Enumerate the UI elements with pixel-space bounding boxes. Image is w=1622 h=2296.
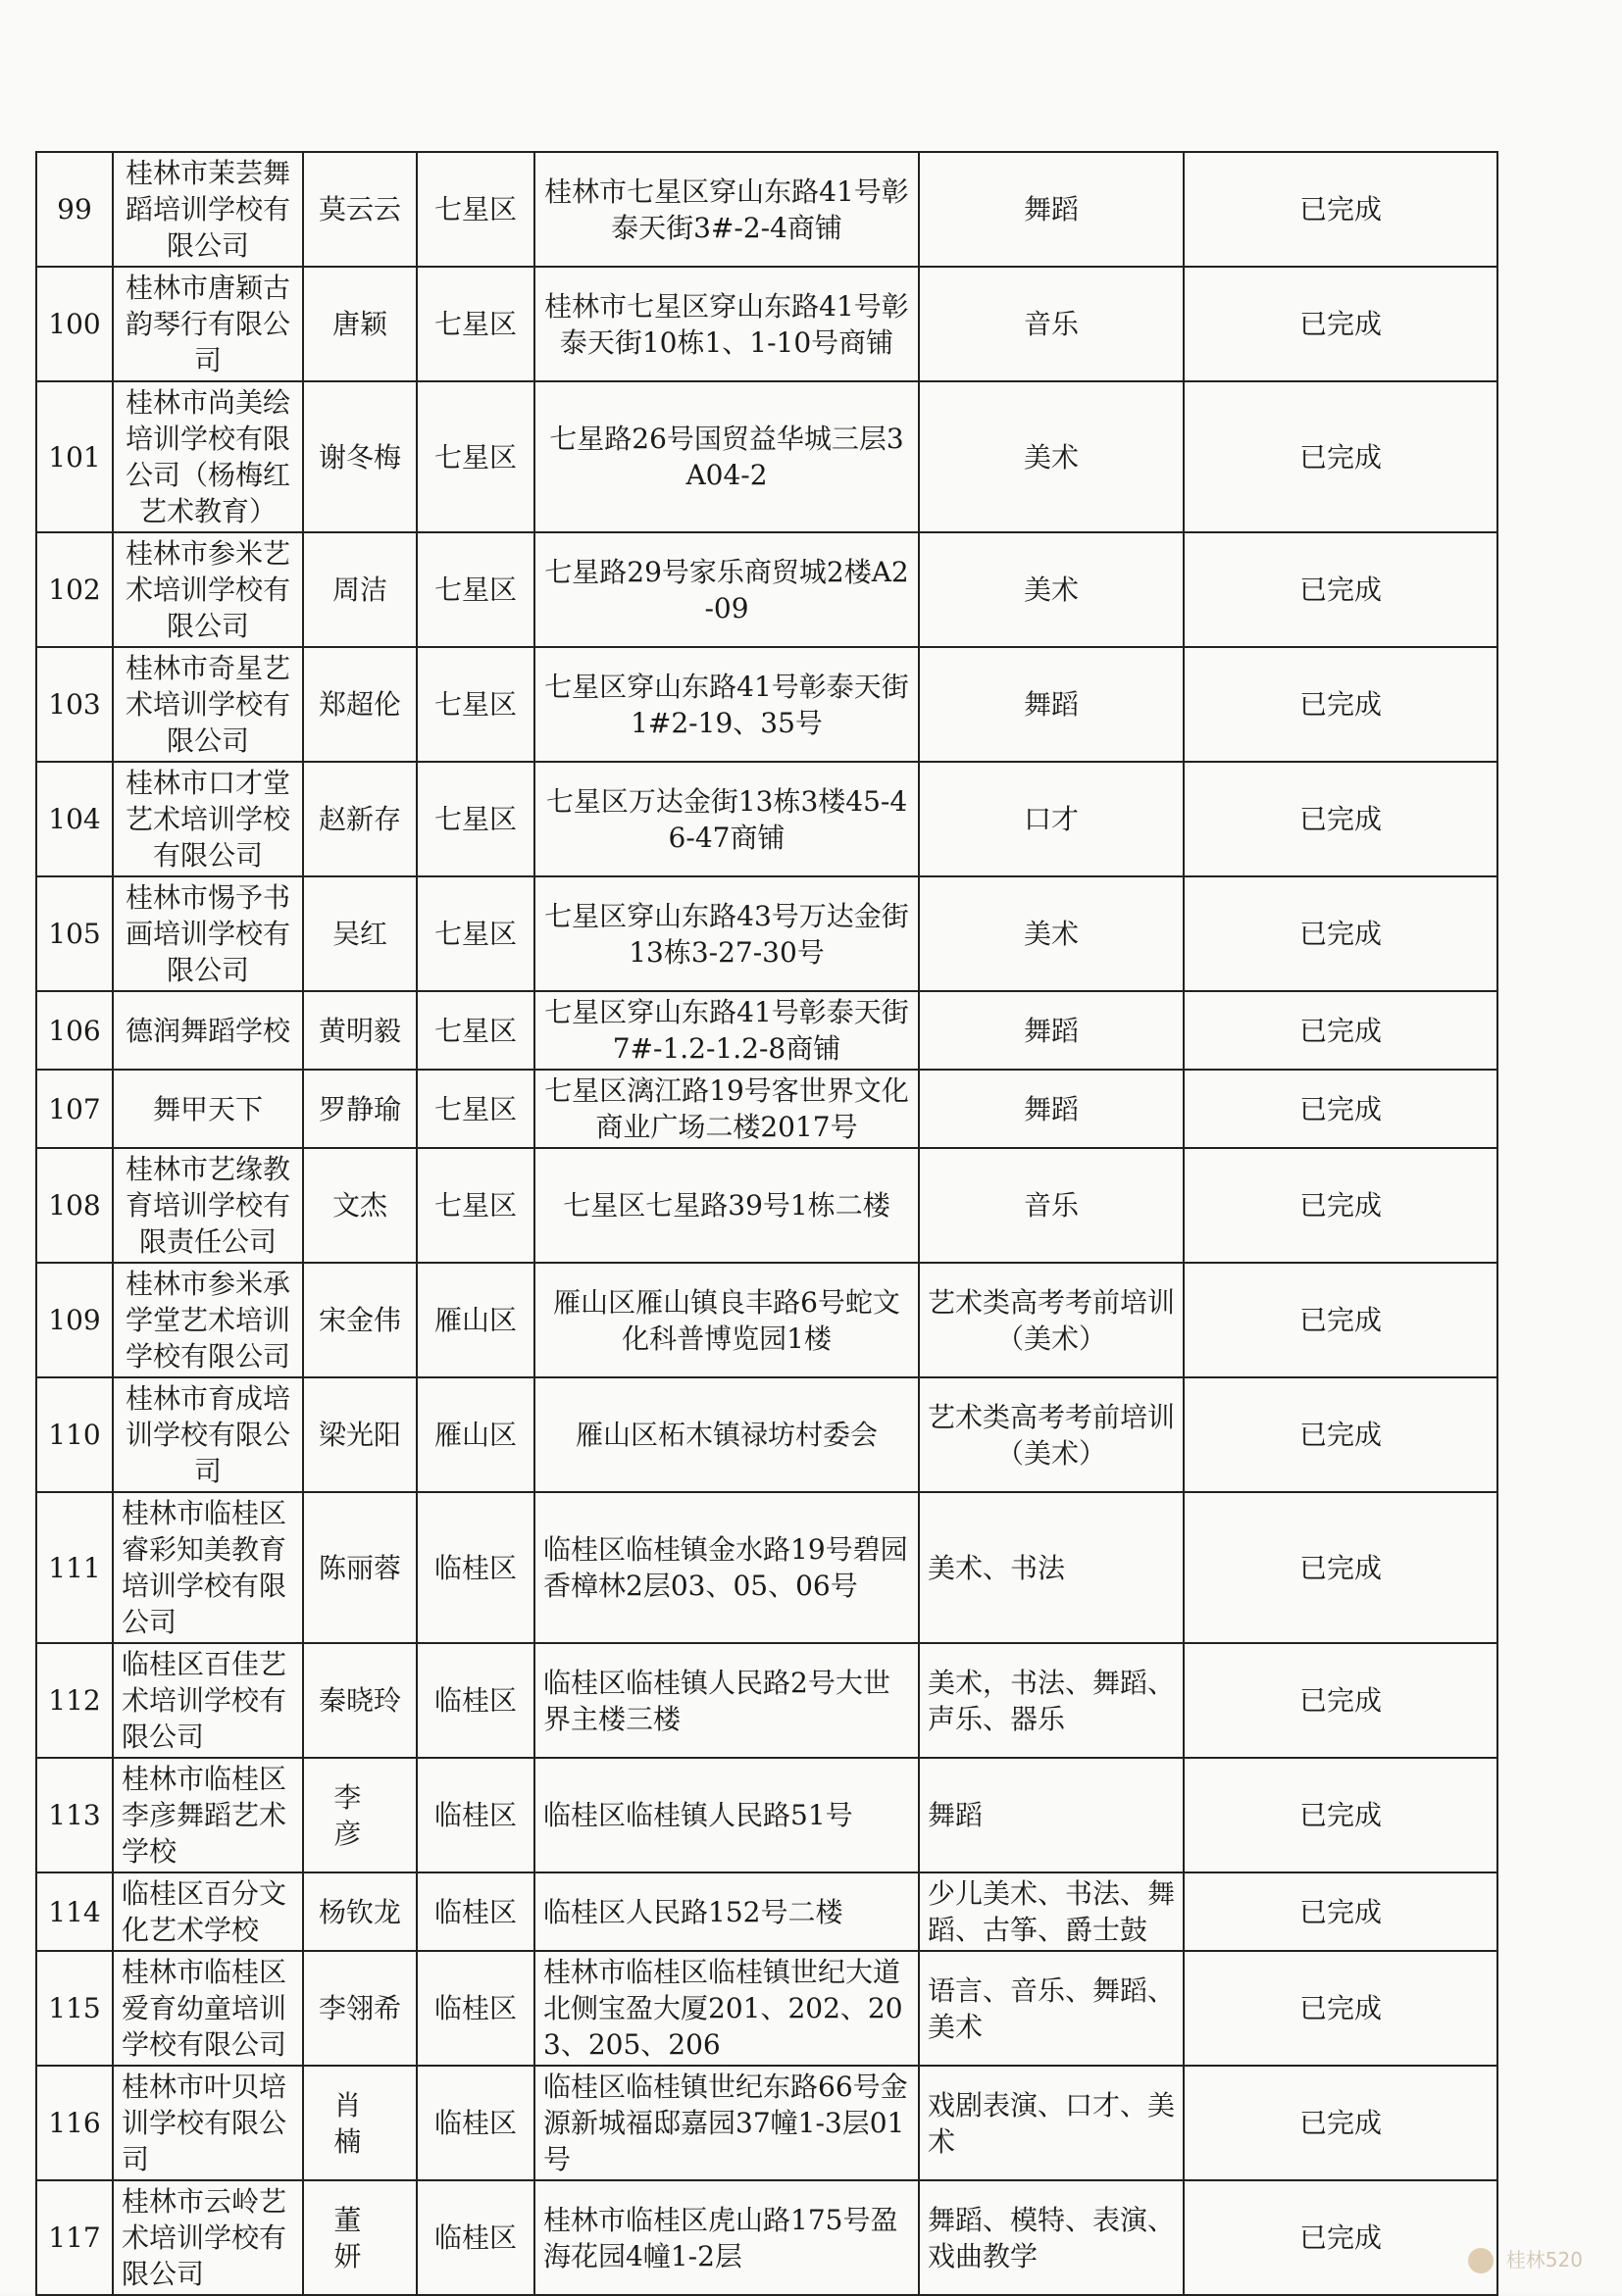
registration-table <box>35 151 1498 2296</box>
row-number-cell: 103 <box>36 647 113 762</box>
district-cell: 七星区 <box>417 762 534 876</box>
status-cell: 已完成 <box>1184 2066 1497 2180</box>
district-cell: 临桂区 <box>417 1758 534 1872</box>
district-cell: 七星区 <box>417 267 534 381</box>
training-category-cell: 美术 <box>919 381 1184 532</box>
institution-name-cell: 桂林市惕予书画培训学校有限公司 <box>113 876 303 991</box>
institution-name-cell: 桂林市云岭艺术培训学校有限公司 <box>113 2180 303 2295</box>
address-cell: 七星区穿山东路41号彰泰天街1#2-19、35号 <box>534 647 919 762</box>
institution-name-cell: 桂林市奇星艺术培训学校有限公司 <box>113 647 303 762</box>
training-category-cell: 戏剧表演、口才、美术 <box>919 2066 1184 2180</box>
row-number-cell: 110 <box>36 1377 113 1492</box>
status-cell: 已完成 <box>1184 267 1497 381</box>
table-row <box>36 1492 1497 1643</box>
contact-person-cell: 梁光阳 <box>303 1377 417 1492</box>
table-row <box>36 1148 1497 1263</box>
district-cell: 七星区 <box>417 1070 534 1148</box>
contact-person-cell: 郑超伦 <box>303 647 417 762</box>
row-number-cell: 116 <box>36 2066 113 2180</box>
contact-person-cell: 唐颖 <box>303 267 417 381</box>
address-cell: 七星区穿山东路43号万达金街13栋3-27-30号 <box>534 876 919 991</box>
table-row <box>36 1643 1497 1758</box>
training-category-cell: 舞蹈 <box>919 152 1184 267</box>
district-cell: 七星区 <box>417 152 534 267</box>
district-cell: 七星区 <box>417 1148 534 1263</box>
district-cell: 临桂区 <box>417 1492 534 1643</box>
table-row <box>36 1758 1497 1872</box>
address-cell: 七星区漓江路19号客世界文化商业广场二楼2017号 <box>534 1070 919 1148</box>
status-cell: 已完成 <box>1184 647 1497 762</box>
table-row <box>36 762 1497 876</box>
district-cell: 雁山区 <box>417 1377 534 1492</box>
contact-person-cell: 李彦 <box>303 1758 417 1872</box>
table-row <box>36 991 1497 1070</box>
training-category-cell: 艺术类高考考前培训（美术） <box>919 1263 1184 1377</box>
table-row <box>36 2180 1497 2295</box>
institution-name-cell: 桂林市临桂区睿彩知美教育培训学校有限公司 <box>113 1492 303 1643</box>
address-cell: 临桂区人民路152号二楼 <box>534 1872 919 1951</box>
training-category-cell: 音乐 <box>919 267 1184 381</box>
status-cell: 已完成 <box>1184 152 1497 267</box>
row-number-cell: 101 <box>36 381 113 532</box>
row-number-cell: 100 <box>36 267 113 381</box>
status-cell: 已完成 <box>1184 381 1497 532</box>
row-number-cell: 114 <box>36 1872 113 1951</box>
table-row <box>36 647 1497 762</box>
contact-person-cell: 肖楠 <box>303 2066 417 2180</box>
institution-name-cell: 德润舞蹈学校 <box>113 991 303 1070</box>
row-number-cell: 112 <box>36 1643 113 1758</box>
address-cell: 七星区穿山东路41号彰泰天街7#-1.2-1.2-8商铺 <box>534 991 919 1070</box>
institution-name-cell: 临桂区百佳艺术培训学校有限公司 <box>113 1643 303 1758</box>
address-cell: 桂林市临桂区临桂镇世纪大道北侧宝盈大厦201、202、203、205、206 <box>534 1951 919 2066</box>
row-number-cell: 111 <box>36 1492 113 1643</box>
status-cell: 已完成 <box>1184 1148 1497 1263</box>
training-category-cell: 美术 <box>919 532 1184 647</box>
district-cell: 七星区 <box>417 876 534 991</box>
district-cell: 临桂区 <box>417 1872 534 1951</box>
watermark-logo-icon <box>1468 2248 1494 2273</box>
institution-name-cell: 桂林市临桂区李彦舞蹈艺术学校 <box>113 1758 303 1872</box>
training-category-cell: 舞蹈 <box>919 647 1184 762</box>
address-cell: 七星路29号家乐商贸城2楼A2-09 <box>534 532 919 647</box>
table-row <box>36 1263 1497 1377</box>
row-number-cell: 107 <box>36 1070 113 1148</box>
row-number-cell: 99 <box>36 152 113 267</box>
address-cell: 雁山区柘木镇禄坊村委会 <box>534 1377 919 1492</box>
contact-person-cell: 杨钦龙 <box>303 1872 417 1951</box>
contact-person-cell: 周洁 <box>303 532 417 647</box>
contact-person-cell: 赵新存 <box>303 762 417 876</box>
address-cell: 七星区七星路39号1栋二楼 <box>534 1148 919 1263</box>
district-cell: 七星区 <box>417 381 534 532</box>
status-cell: 已完成 <box>1184 532 1497 647</box>
contact-person-cell: 莫云云 <box>303 152 417 267</box>
table-row <box>36 1951 1497 2066</box>
watermark-text: 桂林520 <box>1505 2247 1583 2271</box>
district-cell: 七星区 <box>417 647 534 762</box>
address-cell: 桂林市七星区穿山东路41号彰泰天街3#-2-4商铺 <box>534 152 919 267</box>
district-cell: 临桂区 <box>417 1951 534 2066</box>
table-row <box>36 1070 1497 1148</box>
institution-name-cell: 桂林市尚美绘培训学校有限公司（杨梅红艺术教育） <box>113 381 303 532</box>
institution-name-cell: 桂林市艺缘教育培训学校有限责任公司 <box>113 1148 303 1263</box>
row-number-cell: 102 <box>36 532 113 647</box>
institution-name-cell: 桂林市临桂区爱育幼童培训学校有限公司 <box>113 1951 303 2066</box>
status-cell: 已完成 <box>1184 1758 1497 1872</box>
status-cell: 已完成 <box>1184 1070 1497 1148</box>
training-category-cell: 舞蹈、模特、表演、戏曲教学 <box>919 2180 1184 2295</box>
institution-name-cell: 桂林市参米艺术培训学校有限公司 <box>113 532 303 647</box>
status-cell: 已完成 <box>1184 1643 1497 1758</box>
row-number-cell: 108 <box>36 1148 113 1263</box>
contact-person-cell: 罗静瑜 <box>303 1070 417 1148</box>
status-cell: 已完成 <box>1184 1377 1497 1492</box>
address-cell: 临桂区临桂镇人民路2号大世界主楼三楼 <box>534 1643 919 1758</box>
address-cell: 七星路26号国贸益华城三层3A04-2 <box>534 381 919 532</box>
district-cell: 雁山区 <box>417 1263 534 1377</box>
training-category-cell: 音乐 <box>919 1148 1184 1263</box>
institution-name-cell: 桂林市口才堂艺术培训学校有限公司 <box>113 762 303 876</box>
row-number-cell: 106 <box>36 991 113 1070</box>
contact-person-cell: 秦晓玲 <box>303 1643 417 1758</box>
institution-name-cell: 桂林市参米承学堂艺术培训学校有限公司 <box>113 1263 303 1377</box>
address-cell: 临桂区临桂镇金水路19号碧园香樟林2层03、05、06号 <box>534 1492 919 1643</box>
district-cell: 七星区 <box>417 532 534 647</box>
training-category-cell: 舞蹈 <box>919 991 1184 1070</box>
training-category-cell: 舞蹈 <box>919 1070 1184 1148</box>
table-row <box>36 2066 1497 2180</box>
training-category-cell: 舞蹈 <box>919 1758 1184 1872</box>
address-cell: 临桂区临桂镇人民路51号 <box>534 1758 919 1872</box>
status-cell: 已完成 <box>1184 762 1497 876</box>
training-category-cell: 美术，书法、舞蹈、声乐、器乐 <box>919 1643 1184 1758</box>
table-row <box>36 267 1497 381</box>
table-row <box>36 532 1497 647</box>
status-cell: 已完成 <box>1184 1951 1497 2066</box>
row-number-cell: 104 <box>36 762 113 876</box>
row-number-cell: 105 <box>36 876 113 991</box>
watermark <box>1468 2244 1583 2274</box>
contact-person-cell: 陈丽蓉 <box>303 1492 417 1643</box>
training-category-cell: 艺术类高考考前培训（美术） <box>919 1377 1184 1492</box>
status-cell: 已完成 <box>1184 876 1497 991</box>
institution-name-cell: 桂林市叶贝培训学校有限公司 <box>113 2066 303 2180</box>
contact-person-cell: 黄明毅 <box>303 991 417 1070</box>
training-category-cell: 语言、音乐、舞蹈、美术 <box>919 1951 1184 2066</box>
status-cell: 已完成 <box>1184 1263 1497 1377</box>
table-row <box>36 876 1497 991</box>
district-cell: 七星区 <box>417 991 534 1070</box>
status-cell: 已完成 <box>1184 2180 1497 2295</box>
district-cell: 临桂区 <box>417 2180 534 2295</box>
address-cell: 临桂区临桂镇世纪东路66号金源新城福邸嘉园37幢1-3层01号 <box>534 2066 919 2180</box>
address-cell: 桂林市临桂区虎山路175号盈海花园4幢1-2层 <box>534 2180 919 2295</box>
district-cell: 临桂区 <box>417 1643 534 1758</box>
table-row <box>36 152 1497 267</box>
row-number-cell: 115 <box>36 1951 113 2066</box>
table-body <box>36 152 1497 2295</box>
status-cell: 已完成 <box>1184 991 1497 1070</box>
address-cell: 桂林市七星区穿山东路41号彰泰天街10栋1、1-10号商铺 <box>534 267 919 381</box>
contact-person-cell: 文杰 <box>303 1148 417 1263</box>
status-cell: 已完成 <box>1184 1872 1497 1951</box>
institution-name-cell: 桂林市育成培训学校有限公司 <box>113 1377 303 1492</box>
contact-person-cell: 董妍 <box>303 2180 417 2295</box>
contact-person-cell: 李翎希 <box>303 1951 417 2066</box>
district-cell: 临桂区 <box>417 2066 534 2180</box>
address-cell: 雁山区雁山镇良丰路6号蛇文化科普博览园1楼 <box>534 1263 919 1377</box>
training-category-cell: 少儿美术、书法、舞蹈、古筝、爵士鼓 <box>919 1872 1184 1951</box>
training-category-cell: 美术、书法 <box>919 1492 1184 1643</box>
table-row <box>36 1377 1497 1492</box>
training-category-cell: 美术 <box>919 876 1184 991</box>
training-category-cell: 口才 <box>919 762 1184 876</box>
institution-name-cell: 桂林市唐颖古韵琴行有限公司 <box>113 267 303 381</box>
institution-name-cell: 舞甲天下 <box>113 1070 303 1148</box>
contact-person-cell: 谢冬梅 <box>303 381 417 532</box>
table-row <box>36 1872 1497 1951</box>
row-number-cell: 109 <box>36 1263 113 1377</box>
contact-person-cell: 吴红 <box>303 876 417 991</box>
institution-name-cell: 临桂区百分文化艺术学校 <box>113 1872 303 1951</box>
row-number-cell: 113 <box>36 1758 113 1872</box>
status-cell: 已完成 <box>1184 1492 1497 1643</box>
address-cell: 七星区万达金街13栋3楼45-46-47商铺 <box>534 762 919 876</box>
row-number-cell: 117 <box>36 2180 113 2295</box>
table-row <box>36 381 1497 532</box>
institution-name-cell: 桂林市茉芸舞蹈培训学校有限公司 <box>113 152 303 267</box>
contact-person-cell: 宋金伟 <box>303 1263 417 1377</box>
